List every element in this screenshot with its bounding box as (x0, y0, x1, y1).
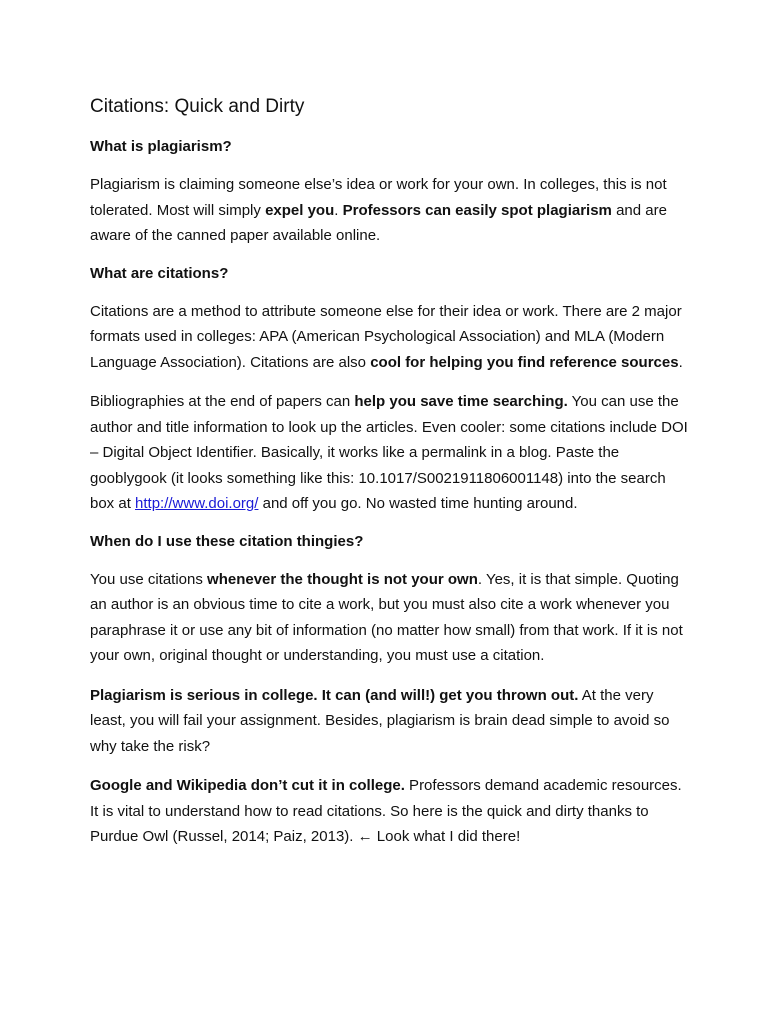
text-span: At the very least, you will fail your assignment. Besides, plagiarism is brain dead simple to avoid so why take the risk? (90, 686, 670, 755)
text-span: and off you go. No wasted time hunting around. (258, 495, 578, 512)
document-page (90, 94, 690, 864)
paragraph-bibliographies (90, 389, 690, 517)
text-span: Plagiarism is claiming someone else’s idea or work for your own. In colleges, this is not tolerated. Most will simply (90, 176, 667, 219)
text-span: Bibliographies at the end of papers can (90, 393, 355, 410)
heading-when-to-use: When do I use these citation thingies? (90, 532, 364, 550)
bold-span: cool for helping you find reference sources (370, 353, 679, 371)
text-span: Citations are a method to attribute someone else for their idea or work. There are 2 major formats used in colleges: APA (American Psychological Association) and MLA (Modern Language Association). Citations are also (90, 302, 682, 371)
bold-span: expel you (265, 201, 335, 219)
left-arrow-icon: ← (357, 828, 373, 845)
text-span: and are aware of the canned paper available online. (90, 201, 667, 244)
paragraph-google-wikipedia (90, 773, 690, 850)
bold-span: whenever the thought is not your own (207, 570, 478, 588)
bold-span: help you save time searching. (354, 393, 568, 410)
bold-span: Plagiarism is serious in college. It can (and will!) get you thrown out. (90, 686, 579, 704)
heading-what-is-plagiarism: What is plagiarism? (90, 138, 232, 155)
paragraph-when-to-cite (90, 567, 690, 669)
text-span: You can use the author and title information to look up the articles. Even cooler: some citations include DOI – Digital Object Identifier. Basically, it works like a permalink in a blog. Paste the gooblygook (it looks something like this: 10.1017/S0021911806001148) into the search box at (90, 393, 688, 512)
paragraph-serious (90, 683, 690, 760)
paragraph-citations (90, 299, 690, 376)
text-span: . (678, 353, 683, 371)
heading-what-are-citations: What are citations? (90, 264, 229, 282)
text-span: . (334, 201, 343, 219)
bold-span: Professors can easily spot plagiarism (342, 201, 612, 219)
bold-span: Google and Wikipedia don’t cut it in college. (90, 777, 405, 794)
doi-link[interactable]: http://www.doi.org/ (135, 495, 259, 512)
text-span: Look what I did there! (372, 828, 521, 845)
text-span: . Yes, it is that simple. Quoting an author is an obvious time to cite a work, but you must also cite a work whenever you paraphrase it or use any bit of information (no matter how small) from that work. If it is not your own, original thought or understanding, you must use a citation. (90, 570, 683, 664)
paragraph-plagiarism (90, 172, 690, 249)
page-title: Citations: Quick and Dirty (90, 96, 305, 117)
text-span: Professors demand academic resources. It is vital to understand how to read citations. So here is the quick and dirty thanks to Purdue Owl (Russel, 2014; Paiz, 2013). (90, 777, 682, 845)
text-span: You use citations (90, 570, 208, 588)
